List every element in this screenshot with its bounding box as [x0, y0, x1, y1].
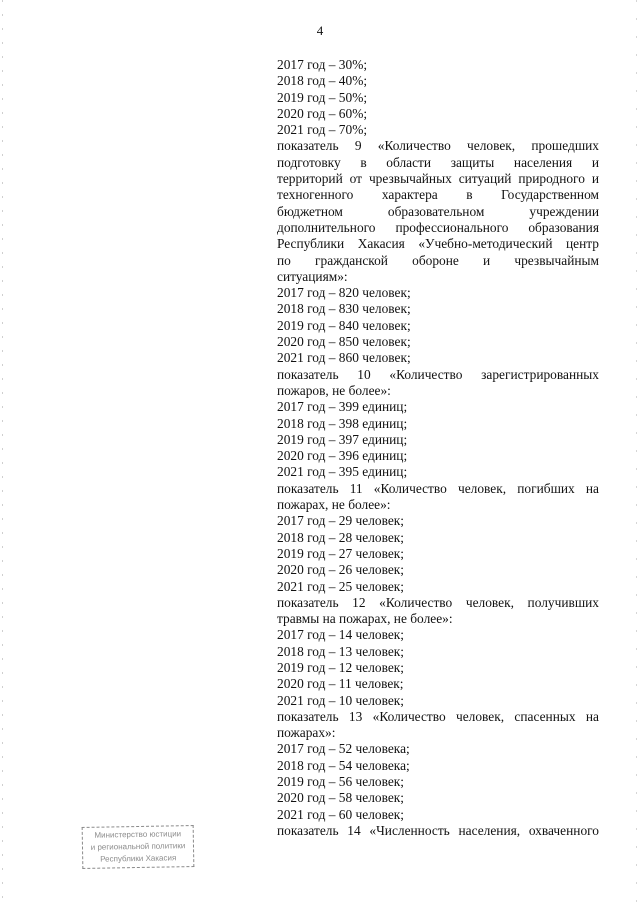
- text-line: пожарах»:: [277, 725, 336, 741]
- scan-left-edge: [2, 0, 3, 905]
- text-line: 2021 год – 860 человек;: [277, 350, 411, 366]
- text-line: 2019 год – 27 человек;: [277, 545, 405, 561]
- text-line: 2019 год – 397 единиц;: [277, 431, 408, 447]
- text-line: 2019 год – 56 человек;: [277, 774, 405, 790]
- text-line: 2017 год – 820 человек;: [277, 285, 411, 301]
- text-line: 2019 год – 12 человек;: [277, 659, 405, 675]
- text-line: показатель 14 «Численность населения, охваченного: [277, 822, 599, 838]
- text-line: 2018 год – 40%;: [277, 73, 368, 89]
- text-line: 2021 год – 10 человек;: [277, 692, 405, 708]
- text-line: по гражданской обороне и чрезвычайным: [277, 252, 599, 268]
- registration-stamp: [82, 825, 195, 869]
- text-line: 2021 год – 395 единиц;: [277, 464, 408, 480]
- text-line: 2018 год – 830 человек;: [277, 301, 411, 317]
- document-body: [277, 57, 599, 839]
- text-line: 2018 год – 28 человек;: [277, 529, 405, 545]
- text-line: 2018 год – 54 человека;: [277, 757, 410, 773]
- stamp-text-line: и региональной политики: [90, 841, 186, 852]
- text-line: показатель 11 «Количество человек, погибших на: [277, 480, 599, 496]
- text-line: пожаров, не более»:: [277, 382, 391, 398]
- text-line: территорий от чрезвычайных ситуаций природного и: [277, 171, 599, 187]
- text-line: 2020 год – 26 человек;: [277, 562, 405, 578]
- text-line: показатель 10 «Количество зарегистрированных: [277, 366, 599, 382]
- text-line: бюджетном образовательном учреждении: [277, 203, 599, 219]
- text-line: 2020 год – 58 человек;: [277, 790, 405, 806]
- text-line: 2020 год – 11 человек;: [277, 676, 404, 692]
- text-line: 2021 год – 25 человек;: [277, 578, 405, 594]
- text-line: показатель 12 «Количество человек, получивших: [277, 594, 599, 610]
- text-line: дополнительного профессионального образования: [277, 219, 599, 235]
- text-line: 2021 год – 60 человек;: [277, 806, 405, 822]
- text-line: показатель 9 «Количество человек, прошедших: [277, 138, 599, 154]
- text-line: 2017 год – 399 единиц;: [277, 399, 408, 415]
- text-line: пожарах, не более»:: [277, 497, 391, 513]
- text-line: Республики Хакасия «Учебно-методический центр: [277, 236, 599, 252]
- text-line: 2017 год – 29 человек;: [277, 513, 405, 529]
- text-line: 2018 год – 398 единиц;: [277, 415, 408, 431]
- text-line: травмы на пожарах, не более»:: [277, 611, 453, 627]
- text-line: ситуациям»:: [277, 268, 348, 284]
- stamp-text-line: Министерство юстиции: [94, 829, 182, 840]
- text-line: 2017 год – 52 человека;: [277, 741, 410, 757]
- page-number: 4: [316, 23, 324, 38]
- text-line: 2020 год – 396 единиц;: [277, 448, 408, 464]
- text-line: 2020 год – 850 человек;: [277, 334, 411, 350]
- text-line: техногенного характера в Государственном: [277, 187, 599, 203]
- text-line: 2018 год – 13 человек;: [277, 643, 405, 659]
- stamp-text-line: Республики Хакасия: [100, 853, 177, 864]
- text-line: показатель 13 «Количество человек, спасенных на: [277, 708, 599, 724]
- text-line: 2021 год – 70%;: [277, 122, 368, 138]
- text-line: 2017 год – 30%;: [277, 57, 368, 72]
- scan-right-edge: [636, 0, 637, 905]
- text-line: 2019 год – 50%;: [277, 89, 368, 105]
- text-line: 2017 год – 14 человек;: [277, 627, 405, 643]
- text-line: 2019 год – 840 человек;: [277, 317, 411, 333]
- text-line: 2020 год – 60%;: [277, 105, 368, 121]
- text-line: подготовку в области защиты населения и: [277, 154, 599, 170]
